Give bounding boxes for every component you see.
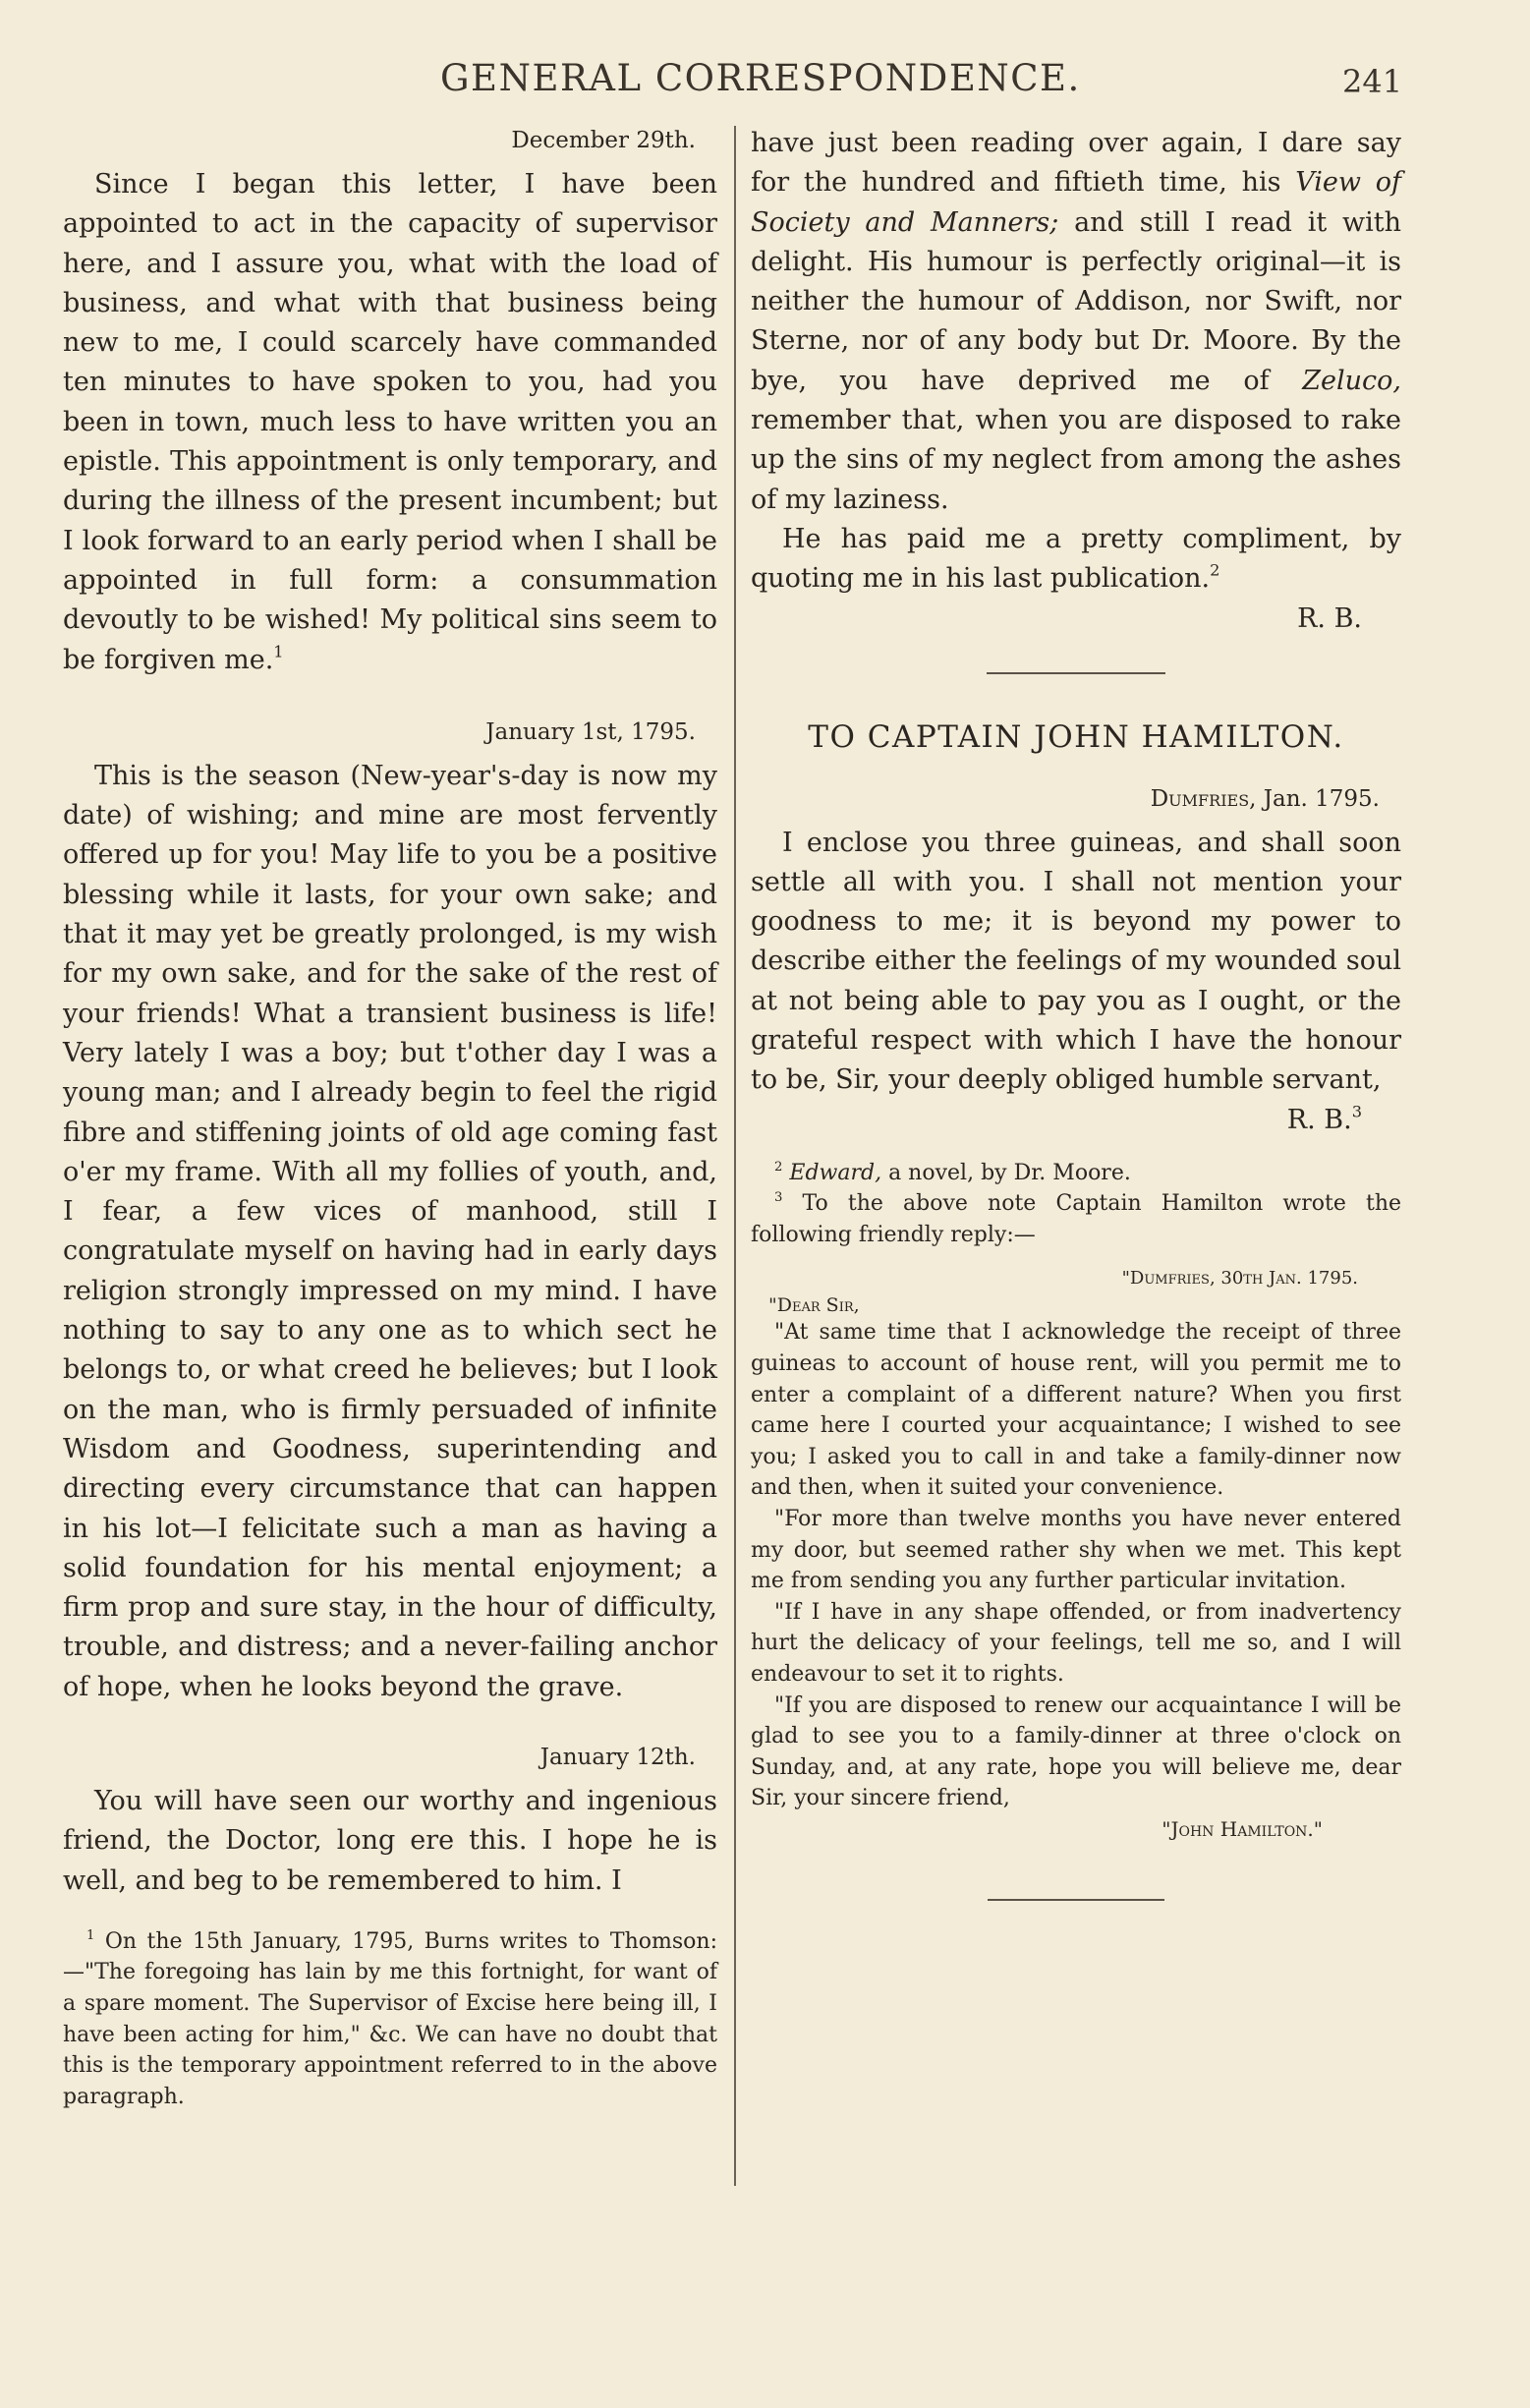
letter-heading: TO CAPTAIN JOHN HAMILTON.	[808, 718, 1344, 755]
paragraph-moore	[751, 124, 1401, 520]
dateline-jan-12: January 12th.	[539, 1744, 696, 1770]
paragraph-supervisor-text: Since I began this letter, I have been appointed to act in the capacity of supervisor here, and I assure you, what with the load of business, and what with that business being new to me, I could scarcely have commanded ten minutes to have spoken to you, had you been in town, much less to have written you an epistle. This appointment is only temporary, and during the illness of the present incumbent; but I look forward to an early period when I shall be appointed in full form: a consummation devoutly to be wished! My political sins seem to be forgiven me.	[63, 169, 717, 675]
footnote-2-title: Edward,	[789, 1160, 882, 1185]
dateline-dec-29: December 29th.	[511, 128, 696, 153]
footnote-ref-3: 3	[1351, 1102, 1362, 1121]
paragraph-supervisor	[63, 165, 717, 680]
footnote-3-dateline: "Dumfries, 30th Jan. 1795.	[1121, 1268, 1358, 1290]
footnote-2-text: a novel, by Dr. Moore.	[881, 1160, 1131, 1185]
footnote-2	[751, 1158, 1401, 1189]
footnote-3-intro: To the above note Captain Hamilton wrote the following friendly reply:—	[751, 1191, 1402, 1247]
right-column	[751, 124, 1401, 1901]
paragraph-guineas: I enclose you three guineas, and shall soon settle all with you. I shall not mention your goodness to me; it is beyond my power to describe either the feelings of my wounded soul at not being able to pay you as I ought, or the grateful respect with which I have the honour to be, Sir, your deeply obliged humble servant,	[751, 827, 1401, 1096]
footnote-3	[751, 1188, 1401, 1250]
footnote-3-mark: 3	[774, 1190, 783, 1205]
page-number: 241	[1342, 63, 1403, 100]
signoff-rb-2	[751, 1101, 1401, 1140]
paragraph-doctor: You will have seen our worthy and ingenious friend, the Doctor, long ere this. I hope he is well, and beg to be remembered to him. I	[63, 1785, 717, 1896]
paragraph-moore-text-1: have just been reading over again, I dare say for the hundred and fiftieth time, his	[751, 128, 1401, 199]
dateline-jan-1: January 1st, 1795.	[485, 718, 696, 745]
footnote-ref-1: 1	[273, 642, 284, 661]
paragraph-moore-text-2: and still I read it with delight. His humour is perfectly original—it is neither the humour of Addison, nor Swift, nor Sterne, nor of any body but Dr. Moore. By the bye, you have deprived me of	[751, 206, 1401, 396]
paragraph-new-year: This is the season (New-year's-day is now my date) of wishing; and mine are most fervently offered up for you! May life to you be a positive blessing while it lasts, for your own sake; and that it may yet be greatly prolonged, is my wish for my own sake, and for the sake of the rest of your friends! What a transient business is life! Very lately I was a boy; but t'other day I was a young man; and I already begin to feel the rigid fibre and stiffening joints of old age coming fast o'er my frame. With all my follies of youth, and, I fear, a few vices of manhood, still I congratulate myself on having had in early days religion strongly impressed on my mind. I have nothing to say to any one as to which sect he belongs to, or what creed he believes; but I look on the man, who is firmly persuaded of infinite Wisdom and Goodness, superintending and directing every circumstance that can happen in his lot—I felicitate such a man as having a solid foundation for his mental enjoyment; a firm prop and sure stay, in the hour of difficulty, trouble, and distress; and a never-failing anchor of hope, when he looks beyond the grave.	[63, 760, 717, 1702]
paragraph-compliment-text: He has paid me a pretty compliment, by quoting me in his last publication.	[751, 523, 1401, 595]
footnote-3-para-4: "If you are disposed to renew our acquaintance I will be glad to see you to a family-dinner at three o'clock on Sunday, and, at any rate, hope you will believe me, dear Sir, your sincere friend,	[751, 1692, 1401, 1811]
book-title-zeluco: Zeluco,	[1302, 365, 1401, 396]
dateline-date: , Jan. 1795.	[1249, 785, 1380, 812]
dateline-dumfries	[751, 782, 1401, 816]
left-column	[63, 124, 717, 2112]
footnote-1-mark: 1	[86, 1927, 95, 1943]
dateline-place: Dumfries	[1150, 785, 1250, 812]
running-head: GENERAL CORRESPONDENCE.	[440, 57, 1081, 99]
footnote-ref-2: 2	[1210, 560, 1220, 580]
signoff-rb-2-text: R. B.	[1286, 1104, 1352, 1135]
footnote-1-text: On the 15th January, 1795, Burns writes to Thomson:—"The foregoing has lain by me this fortnight, for want of a spare moment. The Supervisor of Excise here being ill, I have been acting for him," &c. We can have no doubt that this is the temporary appointment referred to in the above paragraph.	[63, 1928, 717, 2109]
paragraph-compliment	[751, 520, 1401, 600]
footnote-3-salutation: "Dear Sir,	[768, 1294, 860, 1317]
column-divider	[734, 126, 736, 2186]
signoff-rb-1: R. B.	[1297, 602, 1362, 634]
footnote-2-mark: 2	[774, 1159, 783, 1175]
footnote-3-para-3: "If I have in any shape offended, or from inadvertency hurt the delicacy of your feelings, tell me so, and I will endeavour to set it to rights.	[751, 1599, 1401, 1687]
end-rule	[988, 1899, 1164, 1901]
footnote-3-signature: "John Hamilton."	[1162, 1816, 1323, 1841]
footnote-1	[63, 1926, 717, 2113]
footnote-3-para-2: "For more than twelve months you have never entered my door, but seemed rather shy when we met. This kept me from sending you any further particular invitation.	[751, 1506, 1401, 1594]
footnote-3-para-1: "At same time that I acknowledge the receipt of three guineas to account of house rent, will you permit me to enter a complaint of a different nature? When you first came here I courted your acquaintance; I wished to see you; I asked you to call in and take a family-dinner now and then, when it suited your convenience.	[751, 1320, 1401, 1501]
paragraph-moore-text-3: remember that, when you are disposed to rake up the sins of my neglect from among the ashes of my laziness.	[751, 405, 1401, 515]
book-title-view-of-society: View of Society and Manners;	[751, 167, 1401, 238]
